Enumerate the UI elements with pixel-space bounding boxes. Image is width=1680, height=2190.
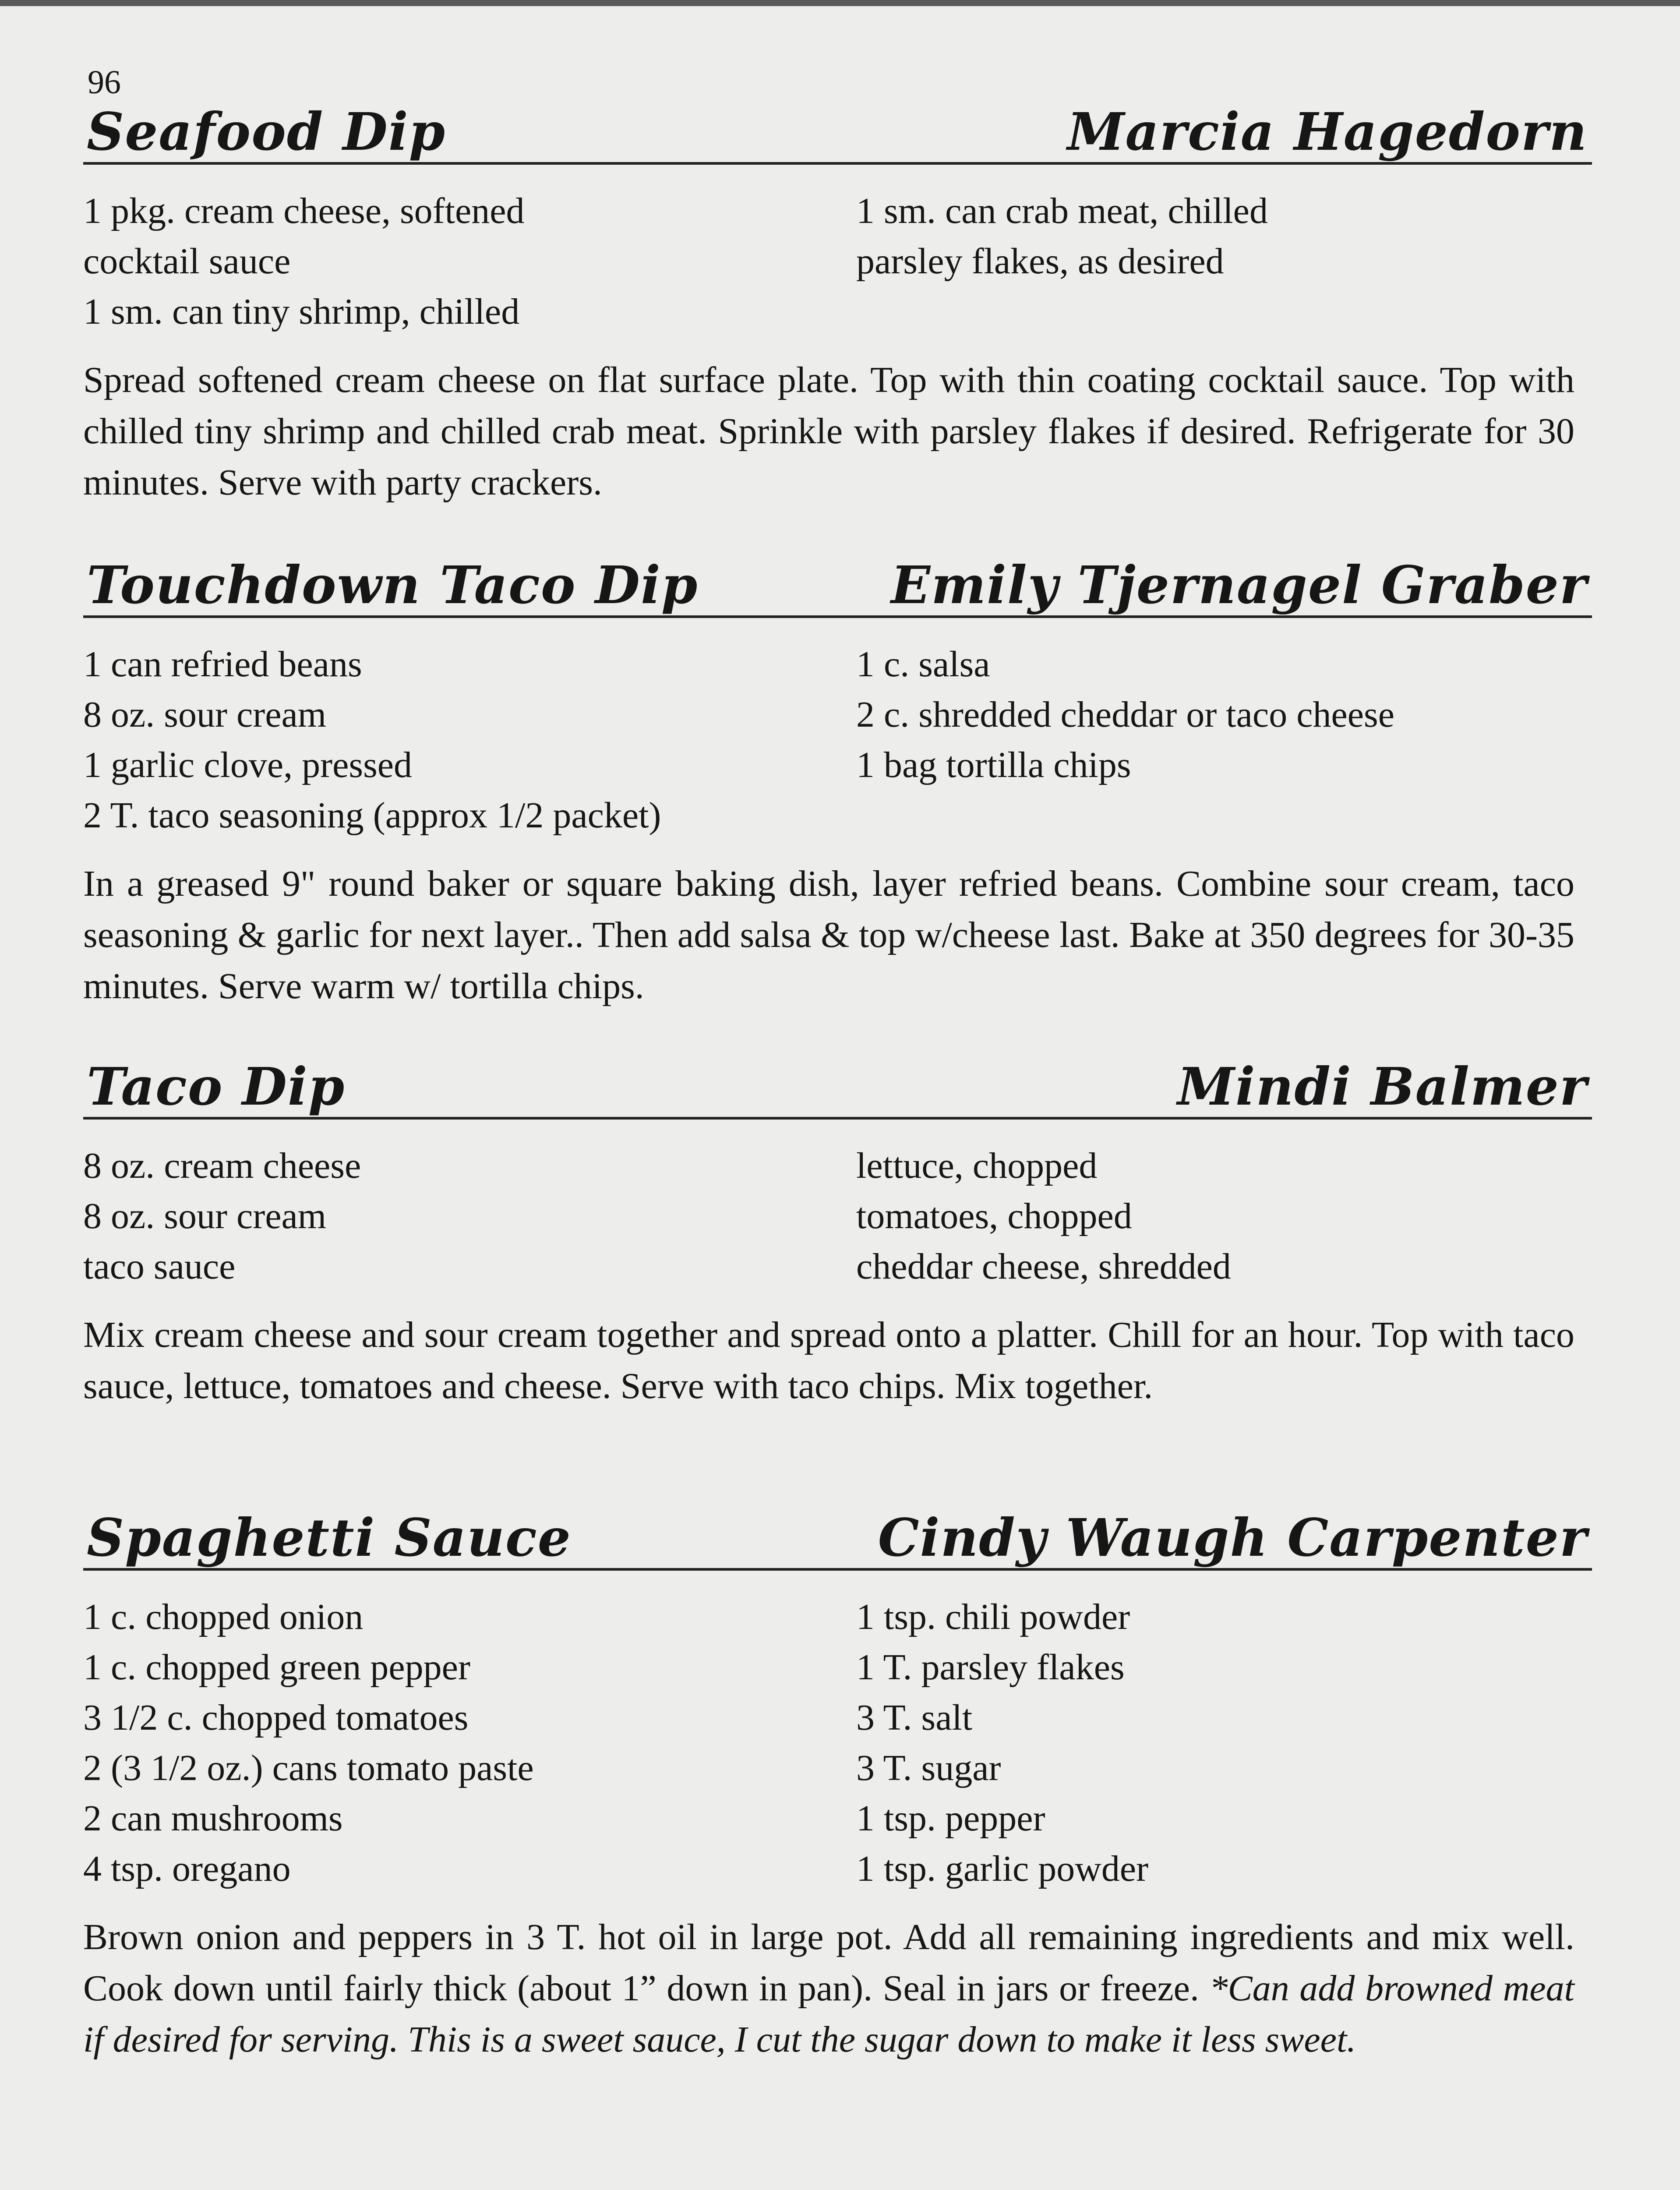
ingredient: 1 T. parsley flakes [856, 1647, 1125, 1688]
ingredient: tomatoes, chopped [856, 1196, 1132, 1236]
ingredient: 8 oz. sour cream [83, 1196, 327, 1236]
ingredient: 1 sm. can crab meat, chilled [856, 191, 1268, 231]
recipe-note: *Can add browned meat if desired for serving. This is a sweet sauce, I cut the sugar down to make it less sweet. [83, 1968, 1574, 2060]
ingredient: 1 c. chopped green pepper [83, 1647, 470, 1688]
recipe-directions [83, 1309, 1592, 1412]
ingredients-right-column [856, 639, 1592, 841]
ingredient: 1 tsp. chili powder [856, 1597, 1130, 1637]
ingredient: cocktail sauce [83, 241, 291, 282]
recipe-directions [83, 354, 1592, 508]
ingredient: 1 bag tortilla chips [856, 745, 1131, 785]
recipe-spaghetti-sauce [83, 1507, 1592, 2102]
recipe-header [83, 101, 1592, 165]
directions-text: Spread softened cream cheese on flat surface plate. Top with thin coating cocktail sauce. Top with chilled tiny shrimp and chilled crab meat. Sprinkle with parsley flakes if desired. Refrigerate for 30 minutes. Serve with party crackers. [83, 360, 1574, 503]
ingredient: 2 c. shredded cheddar or taco cheese [856, 694, 1395, 735]
ingredients-right-column [856, 1141, 1592, 1292]
ingredient: 2 T. taco seasoning (approx 1/2 packet) [83, 795, 661, 836]
ingredient: 8 oz. sour cream [83, 694, 327, 735]
recipe-author: Cindy Waugh Carpenter [878, 1507, 1588, 1568]
ingredient: lettuce, chopped [856, 1145, 1098, 1186]
recipe-title: Spaghetti Sauce [87, 1507, 572, 1568]
recipe-header [83, 555, 1592, 618]
ingredient: 1 garlic clove, pressed [83, 745, 413, 785]
ingredient: 1 sm. can tiny shrimp, chilled [83, 291, 520, 332]
ingredients [83, 1592, 1592, 1894]
ingredients-left-column [83, 1592, 856, 1894]
ingredients-right-column [856, 186, 1592, 337]
ingredients [83, 186, 1592, 337]
ingredient: parsley flakes, as desired [856, 241, 1224, 282]
directions-text: Mix cream cheese and sour cream together and spread onto a platter. Chill for an hour. Top with taco sauce, lettuce, tomatoes and cheese. Serve with taco chips. Mix together. [83, 1314, 1574, 1406]
ingredient: 2 (3 1/2 oz.) cans tomato paste [83, 1748, 534, 1788]
ingredient: 4 tsp. oregano [83, 1848, 291, 1889]
directions-text: In a greased 9" round baker or square baking dish, layer refried beans. Combine sour cream, taco seasoning & garlic for next layer.. Then add salsa & top w/cheese last. Bake at 350 degrees for 30-35 minutes. Serve warm w/ tortilla chips. [83, 863, 1574, 1007]
ingredient: 3 1/2 c. chopped tomatoes [83, 1697, 469, 1738]
recipe-directions [83, 858, 1592, 1012]
recipe-author: Emily Tjernagel Graber [891, 555, 1588, 615]
ingredient: cheddar cheese, shredded [856, 1246, 1231, 1287]
directions-text: Brown onion and peppers in 3 T. hot oil in large pot. Add all remaining ingredients and mix well. Cook down until fairly thick (about 1” down in pan). Seal in jars or freeze. [83, 1917, 1574, 2009]
ingredient: 1 pkg. cream cheese, softened [83, 191, 525, 231]
ingredients-right-column [856, 1592, 1592, 1894]
ingredients-left-column [83, 639, 856, 841]
ingredient: taco sauce [83, 1246, 236, 1287]
ingredients-left-column [83, 186, 856, 337]
recipe-title: Seafood Dip [87, 101, 446, 162]
recipe-author: Mindi Balmer [1177, 1056, 1588, 1117]
recipe-directions [83, 1911, 1592, 2065]
recipe-author: Marcia Hagedorn [1067, 101, 1588, 162]
recipe-title: Touchdown Taco Dip [87, 555, 699, 615]
ingredients [83, 1141, 1592, 1292]
recipe-title: Taco Dip [87, 1056, 346, 1117]
ingredient: 2 can mushrooms [83, 1798, 343, 1839]
recipe-header [83, 1507, 1592, 1571]
ingredient: 1 tsp. pepper [856, 1798, 1045, 1839]
ingredient: 1 c. chopped onion [83, 1597, 364, 1637]
ingredient: 1 tsp. garlic powder [856, 1848, 1149, 1889]
recipe-header [83, 1056, 1592, 1120]
ingredient: 3 T. sugar [856, 1748, 1001, 1788]
page-number: 96 [88, 64, 121, 101]
ingredient: 8 oz. cream cheese [83, 1145, 361, 1186]
ingredient: 3 T. salt [856, 1697, 973, 1738]
recipe-seafood-dip [83, 101, 1592, 545]
ingredients-left-column [83, 1141, 856, 1292]
ingredient: 1 can refried beans [83, 644, 362, 685]
recipe-taco-dip [83, 1056, 1592, 1448]
recipe-touchdown-taco-dip [83, 555, 1592, 1049]
ingredients [83, 639, 1592, 841]
ingredient: 1 c. salsa [856, 644, 990, 685]
